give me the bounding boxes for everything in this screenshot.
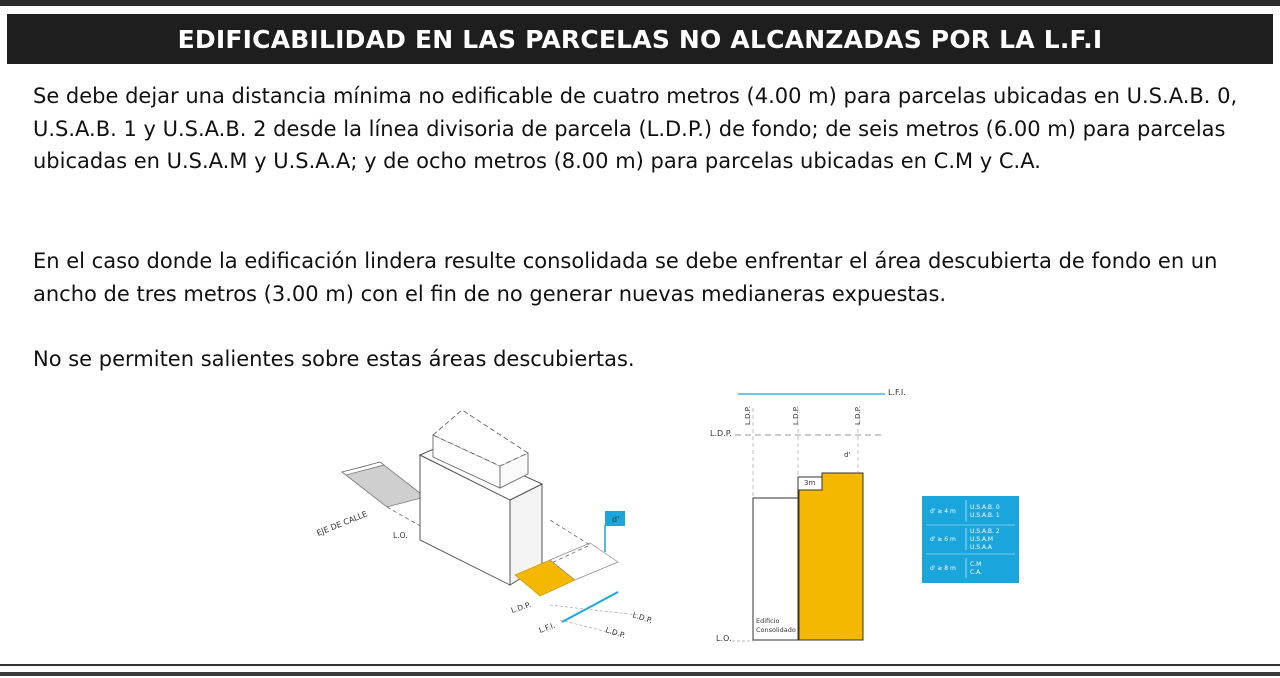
legend-row2-right-2: U.S.A.M bbox=[970, 536, 994, 543]
lfi-plan-label: L.F.I. bbox=[888, 388, 906, 397]
ldp-side-label: L.D.P. bbox=[710, 429, 732, 438]
width-3m-label: 3m bbox=[804, 479, 816, 487]
flag-label: d' bbox=[612, 515, 620, 524]
paragraph-consolidated: En el caso donde la edificación lindera resulte consolidada se debe enfrentar el área descubierta de fondo en un ancho de tres metros (3.00 m) con el fin de no generar nuevas medianeras expuestas. bbox=[33, 249, 1218, 306]
page-title: EDIFICABILIDAD EN LAS PARCELAS NO ALCANZADAS POR LA L.F.I bbox=[177, 24, 1103, 54]
ldp-left-label: L.D.P. bbox=[509, 600, 533, 615]
lo-label: L.O. bbox=[393, 531, 408, 540]
legend-row2-right-1: U.S.A.B. 2 bbox=[970, 528, 1000, 535]
legend-row2-left: d' ≥ 6 m bbox=[930, 536, 956, 543]
legend-row3-right-1: C.M bbox=[970, 561, 982, 568]
ldp-right-top-label: L.D.P. bbox=[631, 610, 654, 626]
ldp-vertical-label-3: L.D.P. bbox=[854, 405, 862, 425]
top-edge-bar bbox=[0, 0, 1280, 6]
legend-row2-right-3: U.S.A.A bbox=[970, 544, 993, 551]
legend-row1-right-1: U.S.A.B. 0 bbox=[970, 504, 1000, 511]
legend-row1-right-2: U.S.A.B. 1 bbox=[970, 512, 1000, 519]
legend-row3-right-2: C.A. bbox=[970, 569, 983, 576]
legend-box bbox=[922, 496, 1019, 583]
plan-diagram bbox=[700, 380, 920, 655]
legend-row3-left: d' ≥ 8 m bbox=[930, 565, 956, 572]
edificio-label-line2: Consolidado bbox=[756, 626, 796, 634]
edificio-label-line1: Edificio bbox=[756, 617, 780, 625]
lfi-line bbox=[562, 592, 618, 622]
header-bar bbox=[7, 14, 1273, 64]
ldp-right-bottom-label: L.D.P. bbox=[604, 625, 627, 641]
lo-plan-label: L.O. bbox=[716, 634, 732, 643]
yellow-building bbox=[799, 473, 863, 640]
ldp-vertical-label-1: L.D.P. bbox=[744, 405, 752, 425]
lfi-label: L.F.I. bbox=[537, 620, 557, 635]
isometric-diagram bbox=[300, 400, 700, 655]
paragraph-no-projections: No se permiten salientes sobre estas áreas descubiertas. bbox=[33, 347, 635, 371]
d-label: d' bbox=[844, 451, 851, 459]
ldp-vertical-label-2: L.D.P. bbox=[792, 405, 800, 425]
paragraph-distances: Se debe dejar una distancia mínima no edificable de cuatro metros (4.00 m) para parcelas ubicadas en U.S.A.B. 0, U.S.A.B. 1 y U.S.A.B. 2 desde la línea divisoria de parcela (L.D.P.) de fondo; de seis metros (6.00 m) para parcelas ubicadas en U.S.A.M y U.S.A.A; y de ocho metros (8.00 m) para parcelas ubicadas en C.M y C.A. bbox=[33, 84, 1238, 173]
legend-row1-left: d' ≥ 4 m bbox=[930, 508, 956, 515]
eje-de-calle-label: EJE DE CALLE bbox=[315, 509, 369, 538]
